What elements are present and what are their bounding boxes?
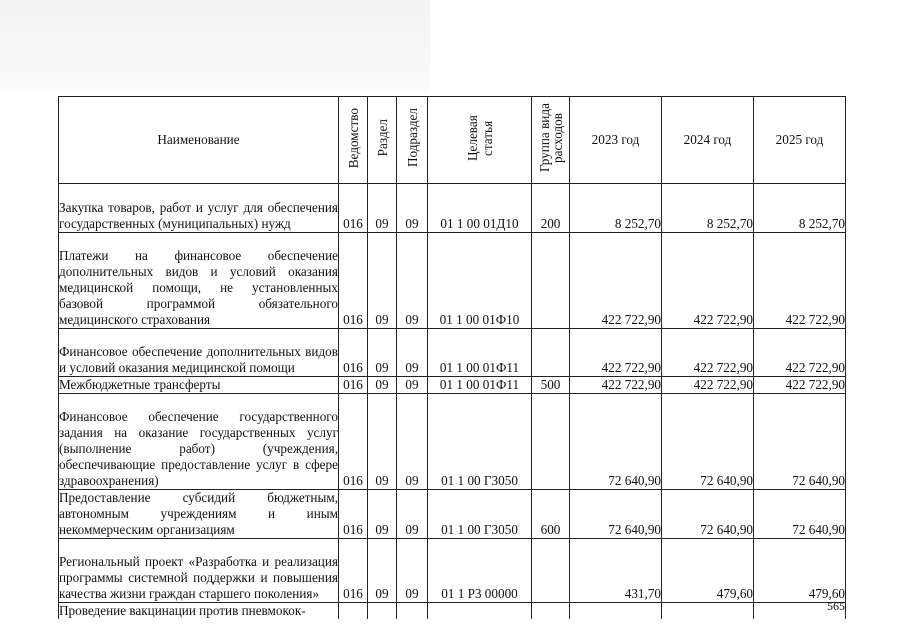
- row-target: 01 1 00 01Д10: [428, 184, 532, 233]
- table-row: [59, 490, 846, 539]
- row-ministry: 016: [339, 539, 368, 603]
- row-section: 09: [368, 490, 397, 539]
- row-name: Региональный проект «Разработка и реализация программы системной поддержки и повышения качества жизни граждан старшего поколения»: [59, 539, 339, 603]
- row-target: 01 1 00 Г3050: [428, 490, 532, 539]
- row-2023: 422 722,90: [570, 329, 662, 377]
- row-group: [532, 394, 570, 490]
- row-2025: 422 722,90: [754, 377, 846, 394]
- row-group: 600: [532, 490, 570, 539]
- row-2023: 72 640,90: [570, 490, 662, 539]
- row-2024: 422 722,90: [662, 329, 754, 377]
- header-2025: 2025 год: [754, 97, 846, 184]
- row-2023: 72 640,90: [570, 394, 662, 490]
- row-2023: [570, 603, 662, 620]
- header-group: Группа вида расходов: [536, 103, 565, 173]
- row-target: 01 1 Р3 00000: [428, 539, 532, 603]
- row-target: 01 1 00 Г3050: [428, 394, 532, 490]
- row-2025: 72 640,90: [754, 394, 846, 490]
- table-row: [59, 394, 846, 490]
- row-subsection: 09: [397, 184, 428, 233]
- page-number: 565: [827, 599, 845, 613]
- row-ministry: 016: [339, 233, 368, 329]
- row-2025: 8 252,70: [754, 184, 846, 233]
- row-target: [428, 603, 532, 620]
- row-ministry: 016: [339, 394, 368, 490]
- row-section: 09: [368, 184, 397, 233]
- header-name: Наименование: [59, 97, 339, 184]
- row-subsection: 09: [397, 377, 428, 394]
- row-name: Финансовое обеспечение государственного задания на оказание государственных услуг (выполнение работ) (учреждения, обеспечивающие предоставление услуг в сфере здравоохранения): [59, 394, 339, 490]
- row-subsection: 09: [397, 329, 428, 377]
- table-row: [59, 603, 846, 620]
- header-2024: 2024 год: [662, 97, 754, 184]
- row-group: [532, 329, 570, 377]
- row-ministry: 016: [339, 329, 368, 377]
- table-row: [59, 233, 846, 329]
- row-2024: 8 252,70: [662, 184, 754, 233]
- row-2023: 431,70: [570, 539, 662, 603]
- row-ministry: 016: [339, 490, 368, 539]
- row-subsection: 09: [397, 539, 428, 603]
- row-ministry: 016: [339, 184, 368, 233]
- header-section: Раздел: [374, 119, 390, 157]
- row-2023: 8 252,70: [570, 184, 662, 233]
- budget-table: [58, 96, 846, 619]
- scan-shading: [0, 0, 430, 92]
- row-2024: 422 722,90: [662, 233, 754, 329]
- row-2025: 422 722,90: [754, 329, 846, 377]
- row-2023: 422 722,90: [570, 377, 662, 394]
- row-2025: 479,60: [754, 539, 846, 603]
- row-2024: 479,60: [662, 539, 754, 603]
- row-section: 09: [368, 539, 397, 603]
- row-ministry: [339, 603, 368, 620]
- row-name: Закупка товаров, работ и услуг для обеспечения государственных (муниципальных) нужд: [59, 184, 339, 233]
- row-2024: 72 640,90: [662, 490, 754, 539]
- row-section: 09: [368, 377, 397, 394]
- row-ministry: 016: [339, 377, 368, 394]
- row-section: 09: [368, 233, 397, 329]
- row-name: Финансовое обеспечение дополнительных видов и условий оказания медицинской помощи: [59, 329, 339, 377]
- row-name: Проведение вакцинации против пневмокок-: [59, 603, 339, 620]
- header-ministry: Ведомство: [345, 107, 361, 169]
- row-name: Предоставление субсидий бюджетным, автономным учреждениям и иным некоммерческим организациям: [59, 490, 338, 537]
- row-target: 01 1 00 01Ф11: [428, 329, 532, 377]
- row-subsection: 09: [397, 233, 428, 329]
- row-name: Межбюджетные трансферты: [59, 377, 339, 394]
- header-2023: 2023 год: [570, 97, 662, 184]
- row-section: 09: [368, 394, 397, 490]
- row-section: 09: [368, 329, 397, 377]
- row-group: [532, 603, 570, 620]
- row-2023: 422 722,90: [570, 233, 662, 329]
- row-group: [532, 233, 570, 329]
- header-row: [59, 97, 846, 184]
- row-section: [368, 603, 397, 620]
- row-subsection: 09: [397, 394, 428, 490]
- row-target: 01 1 00 01Ф10: [428, 233, 532, 329]
- row-2025: 422 722,90: [754, 233, 846, 329]
- table-row: [59, 539, 846, 603]
- row-target: 01 1 00 01Ф11: [428, 377, 532, 394]
- header-target: Целевая статья: [464, 115, 495, 161]
- row-2024: 422 722,90: [662, 377, 754, 394]
- row-group: 200: [532, 184, 570, 233]
- row-2024: 72 640,90: [662, 394, 754, 490]
- table-row: [59, 377, 846, 394]
- row-2024: [662, 603, 754, 620]
- row-group: 500: [532, 377, 570, 394]
- row-group: [532, 539, 570, 603]
- table-row: [59, 184, 846, 233]
- row-name: Платежи на финансовое обеспечение дополнительных видов и условий оказания медицинской помощи, не установленных базовой программой обязательного медицинского страхования: [59, 233, 339, 329]
- row-2025: 72 640,90: [754, 490, 846, 539]
- row-subsection: 09: [397, 490, 428, 539]
- row-subsection: [397, 603, 428, 620]
- header-subsection: Подраздел: [404, 108, 420, 168]
- table-row: [59, 329, 846, 377]
